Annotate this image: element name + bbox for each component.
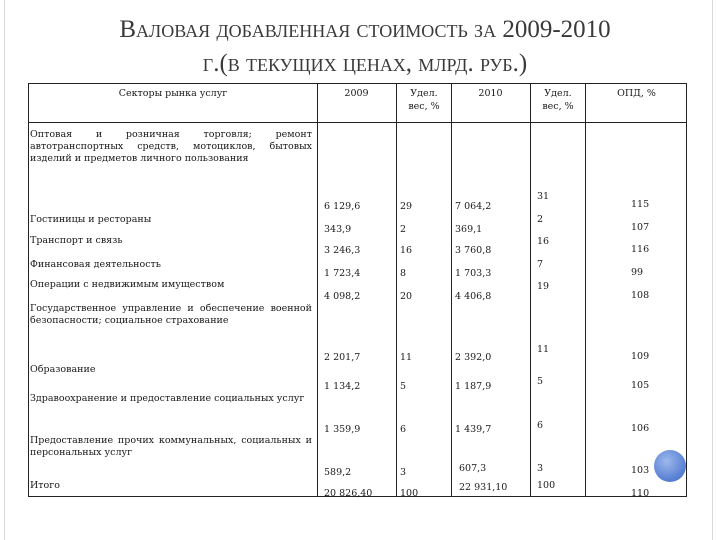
row-sector: Оптовая и розничная торговля; ремонт автотранспортных средств, мотоциклов, бытовых изделий и предметов личного пользования <box>30 129 312 164</box>
row-share-2009: 11 <box>400 352 413 363</box>
row-sector: Государственное управление и обеспечение военной безопасности; социальное страхование <box>30 303 312 326</box>
row-value-2009: 4 098,2 <box>324 291 361 302</box>
row-share-2010: 6 <box>537 420 544 431</box>
row-opd: 106 <box>631 423 650 434</box>
row-sector: Операции с недвижимым имуществом <box>30 279 225 290</box>
col-separator <box>317 84 318 496</box>
row-value-2009: 1 359,9 <box>324 424 361 435</box>
decorative-circle <box>654 450 686 482</box>
row-value-2009: 6 129,6 <box>324 201 361 212</box>
row-value-2010: 4 406,8 <box>455 291 492 302</box>
row-opd: 110 <box>631 488 650 499</box>
row-share-2009: 20 <box>400 291 413 302</box>
row-share-2010: 11 <box>537 344 550 355</box>
row-sector: Гостиницы и рестораны <box>30 214 152 225</box>
row-opd: 99 <box>631 267 644 278</box>
row-value-2009: 1 723,4 <box>324 268 361 279</box>
row-opd: 109 <box>631 351 650 362</box>
row-sector: Здравоохранение и предоставление социальных услуг <box>30 393 305 404</box>
row-share-2009: 6 <box>400 424 407 435</box>
row-share-2010: 100 <box>537 480 556 491</box>
row-opd: 103 <box>631 465 650 476</box>
row-value-2009: 20 826,40 <box>324 488 373 499</box>
row-opd: 115 <box>631 199 650 210</box>
row-sector: Транспорт и связь <box>30 235 123 246</box>
row-value-2010: 7 064,2 <box>455 201 492 212</box>
col-separator <box>530 84 531 496</box>
row-share-2010: 19 <box>537 281 550 292</box>
row-share-2010: 3 <box>537 463 544 474</box>
slide-left-rule <box>4 0 5 540</box>
header-opd: ОПД, % <box>617 88 656 99</box>
row-value-2010: 22 931,10 <box>459 482 508 493</box>
header-sectors: Секторы рынка услуг <box>118 88 228 99</box>
row-share-2009: 2 <box>400 224 407 235</box>
row-opd: 105 <box>631 380 650 391</box>
row-sector: Итого <box>30 480 60 491</box>
slide-right-rule <box>712 0 713 540</box>
row-value-2010: 1 703,3 <box>455 268 492 279</box>
row-value-2010: 3 760,8 <box>455 245 492 256</box>
row-share-2009: 29 <box>400 201 413 212</box>
header-2010: 2010 <box>478 88 503 99</box>
row-share-2010: 5 <box>537 376 544 387</box>
row-opd: 116 <box>631 244 650 255</box>
col-separator <box>451 84 452 496</box>
header-share-2009: Удел. вес, % <box>408 88 440 112</box>
row-share-2010: 31 <box>537 191 550 202</box>
row-opd: 108 <box>631 290 650 301</box>
row-opd: 107 <box>631 222 650 233</box>
col-separator <box>396 84 397 496</box>
row-share-2009: 100 <box>400 488 419 499</box>
row-share-2009: 5 <box>400 381 407 392</box>
header-share-2010: Удел. вес, % <box>542 88 574 112</box>
header-2009: 2009 <box>344 88 369 99</box>
header-separator <box>29 122 686 123</box>
row-sector: Предоставление прочих коммунальных, социальных и персональных услуг <box>30 435 312 458</box>
row-share-2010: 16 <box>537 236 550 247</box>
row-share-2009: 3 <box>400 467 407 478</box>
row-value-2010: 1 187,9 <box>455 381 492 392</box>
row-value-2009: 2 201,7 <box>324 352 361 363</box>
row-share-2009: 16 <box>400 245 413 256</box>
row-value-2010: 1 439,7 <box>455 424 492 435</box>
row-sector: Финансовая деятельность <box>30 259 161 270</box>
row-share-2009: 8 <box>400 268 407 279</box>
slide-title-line-2: г.(в текущих ценах, млрд. руб.) <box>202 50 528 77</box>
row-value-2009: 1 134,2 <box>324 381 361 392</box>
row-value-2009: 3 246,3 <box>324 245 361 256</box>
gva-table <box>28 83 687 497</box>
row-value-2009: 589,2 <box>324 467 352 478</box>
slide-title-line-1: Валовая добавленная стоимость за 2009-2010 <box>119 16 611 43</box>
row-share-2010: 2 <box>537 214 544 225</box>
row-sector: Образование <box>30 364 96 375</box>
row-value-2009: 343,9 <box>324 224 352 235</box>
row-share-2010: 7 <box>537 259 544 270</box>
row-value-2010: 607,3 <box>459 463 487 474</box>
row-value-2010: 369,1 <box>455 224 483 235</box>
col-separator <box>585 84 586 496</box>
row-value-2010: 2 392,0 <box>455 352 492 363</box>
